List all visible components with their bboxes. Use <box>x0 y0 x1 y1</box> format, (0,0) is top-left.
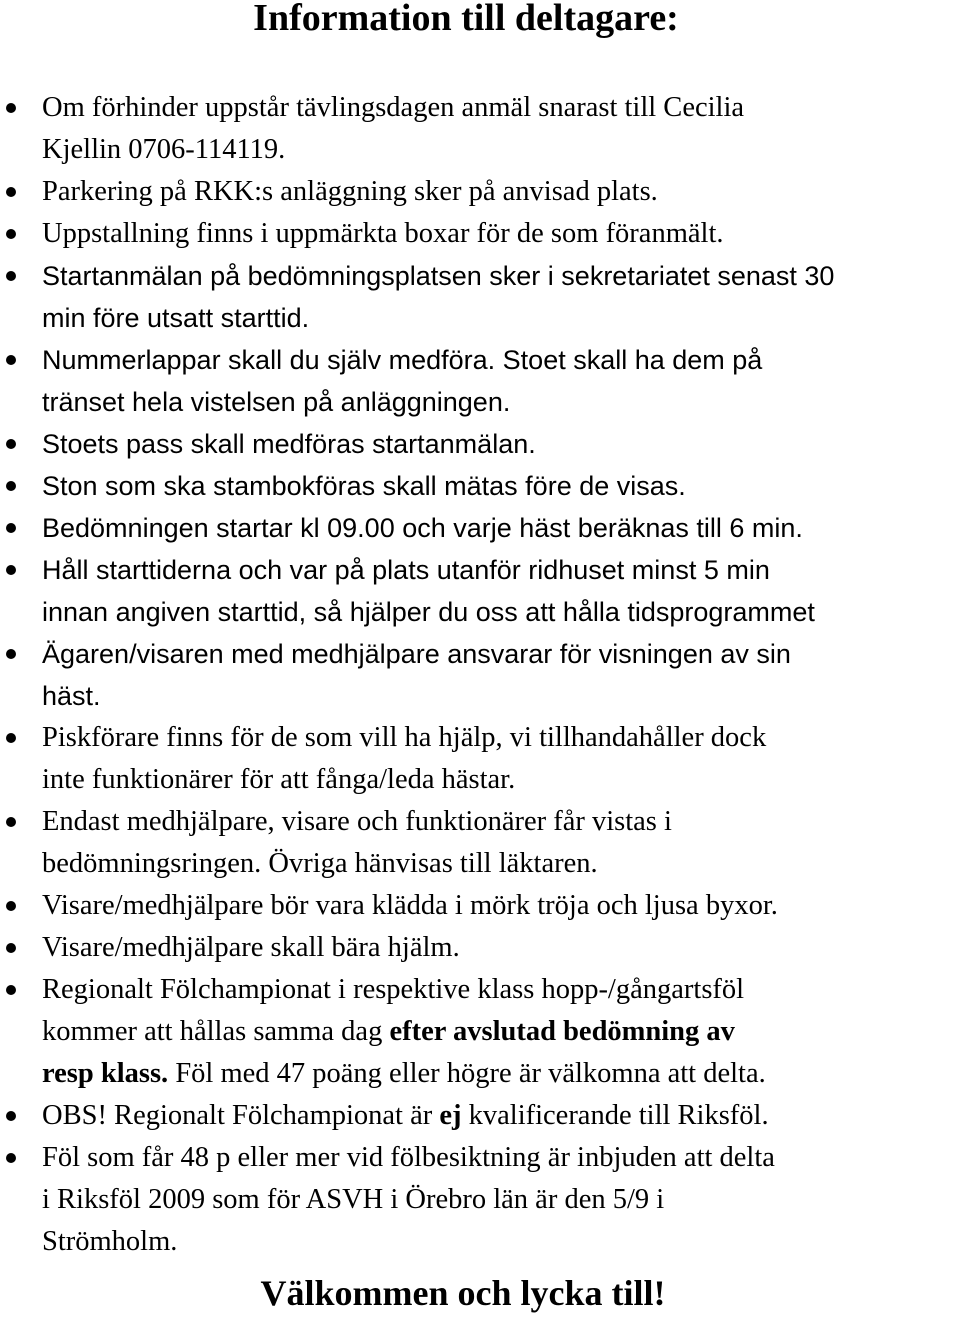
item-line: Föl som får 48 p eller mer vid fölbesiktning är inbjuden att delta <box>42 1142 775 1173</box>
item-line: Uppstallning finns i uppmärkta boxar för de som föranmält. <box>42 218 724 249</box>
item-line: Parkering på RKK:s anläggning sker på anvisad plats. <box>42 176 658 207</box>
bullet-icon <box>6 523 16 533</box>
item-line: Stoets pass skall medföras startanmälan. <box>42 429 536 459</box>
item-line: tränset hela vistelsen på anläggningen. <box>42 387 511 417</box>
item-line: min före utsatt starttid. <box>42 303 310 333</box>
item-line: bedömningsringen. Övriga hänvisas till läktaren. <box>42 848 598 879</box>
list-item <box>0 255 960 339</box>
page-title: Information till deltagare: <box>253 0 679 39</box>
item-line: Ston som ska stambokföras skall mätas före de visas. <box>42 471 686 501</box>
bullet-icon <box>6 1153 16 1163</box>
bullet-icon <box>6 1111 16 1121</box>
item-line <box>42 1053 960 1095</box>
item-line: Kjellin 0706-114119. <box>42 134 286 165</box>
item-line: inte funktionärer för att fånga/leda hästar. <box>42 764 516 795</box>
item-line: Startanmälan på bedömningsplatsen sker i sekretariatet senast 30 <box>42 261 835 291</box>
bullet-icon <box>6 565 16 575</box>
item-line: Håll starttiderna och var på plats utanför ridhuset minst 5 min <box>42 555 770 585</box>
plain-text: kvalificerande till Riksföl. <box>461 1100 769 1131</box>
item-line: Visare/medhjälpare bör vara klädda i mörk tröja och ljusa byxor. <box>42 890 778 921</box>
list-item <box>0 87 960 171</box>
list-item <box>0 549 960 633</box>
list-item <box>0 633 960 717</box>
bullet-icon <box>6 187 16 197</box>
item-line: i Riksföl 2009 som för ASVH i Örebro län är den 5/9 i <box>42 1184 665 1215</box>
list-item <box>0 885 960 927</box>
bold-text: efter avslutad bedömning av <box>389 1016 735 1047</box>
item-line: Bedömningen startar kl 09.00 och varje häst beräknas till 6 min. <box>42 513 803 543</box>
item-line: Ägaren/visaren med medhjälpare ansvarar för visningen av sin <box>42 639 791 669</box>
list-item <box>0 717 960 801</box>
item-line <box>42 1011 960 1053</box>
info-list <box>0 87 960 1263</box>
list-item <box>0 801 960 885</box>
bullet-icon <box>6 733 16 743</box>
item-line: häst. <box>42 681 101 711</box>
bullet-icon <box>6 355 16 365</box>
list-item <box>0 1095 960 1137</box>
bullet-icon <box>6 901 16 911</box>
bullet-icon <box>6 229 16 239</box>
item-line: innan angiven starttid, så hjälper du oss att hålla tidsprogrammet <box>42 597 815 627</box>
list-item <box>0 465 960 507</box>
plain-text: kommer att hållas samma dag <box>42 1016 390 1047</box>
bullet-icon <box>6 103 16 113</box>
item-line: Strömholm. <box>42 1226 178 1257</box>
list-item <box>0 969 960 1095</box>
bullet-icon <box>6 271 16 281</box>
item-line: Om förhinder uppstår tävlingsdagen anmäl snarast till Cecilia <box>42 92 745 123</box>
item-line: Regionalt Fölchampionat i respektive klass hopp-/gångartsföl <box>42 974 745 1005</box>
bullet-icon <box>6 481 16 491</box>
item-line: Piskförare finns för de som vill ha hjälp, vi tillhandahåller dock <box>42 722 767 753</box>
list-item <box>0 1137 960 1263</box>
bullet-icon <box>6 439 16 449</box>
list-item <box>0 339 960 423</box>
bullet-icon <box>6 817 16 827</box>
list-item <box>0 507 960 549</box>
bullet-icon <box>6 985 16 995</box>
bold-text: resp klass. <box>42 1058 169 1089</box>
list-item <box>0 423 960 465</box>
item-line: Endast medhjälpare, visare och funktionärer får vistas i <box>42 806 672 837</box>
bullet-icon <box>6 943 16 953</box>
plain-text: OBS! Regionalt Fölchampionat är <box>42 1100 440 1131</box>
bold-text: ej <box>439 1100 462 1131</box>
item-line: Visare/medhjälpare skall bära hjälm. <box>42 932 460 963</box>
bullet-icon <box>6 649 16 659</box>
list-item <box>0 213 960 255</box>
item-line: Nummerlappar skall du själv medföra. Stoet skall ha dem på <box>42 345 763 375</box>
list-item <box>0 171 960 213</box>
list-item <box>0 927 960 969</box>
closing-message: Välkommen och lycka till! <box>260 1273 666 1313</box>
plain-text: Föl med 47 poäng eller högre är välkomna att delta. <box>168 1058 766 1089</box>
item-line <box>42 1095 960 1137</box>
